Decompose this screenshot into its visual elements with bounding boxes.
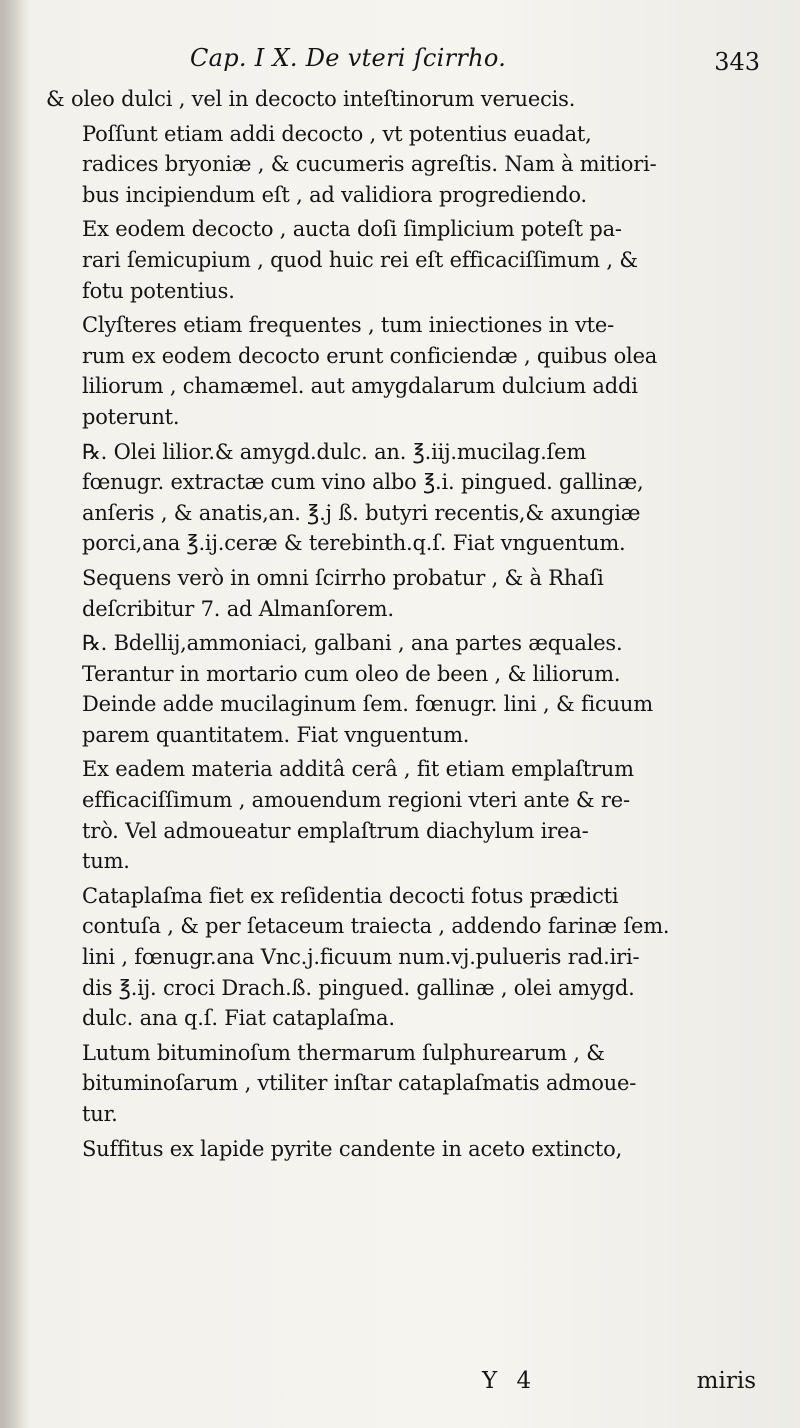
text-line: bus incipiendum eſt , ad validiora progrediendo.	[82, 182, 587, 207]
page-header	[190, 40, 760, 82]
text-line: fotu potentius.	[82, 278, 235, 303]
text-line: tur.	[82, 1102, 118, 1126]
text-line: Poſſunt etiam addi decocto , vt potentius euadat,	[82, 121, 592, 146]
text-line: Suffitus ex lapide pyrite candente in aceto extincto,	[82, 1136, 623, 1161]
text-line: trò. Vel admoueatur emplaſtrum diachylum irea-	[82, 818, 589, 843]
text-line: Terantur in mortario cum oleo de been , & liliorum.	[82, 661, 621, 686]
page-gutter-shadow	[0, 0, 30, 1428]
running-title: Cap. I X. De vteri ſcirrho.	[190, 44, 507, 72]
paragraph	[46, 881, 764, 1034]
text-line: liliorum , chamæmel. aut amygdalarum dulcium addi	[82, 374, 638, 399]
paragraph	[46, 563, 764, 624]
text-line: rum ex eodem decocto erunt conficiendæ , quibus olea	[82, 343, 658, 368]
text-line: Lutum bituminoſum thermarum ſulphurearum , &	[82, 1040, 605, 1065]
text-line: anſeris , & anatis,an. ℥.j ß. butyri recentis,& axungiæ	[82, 500, 641, 525]
text-line: Cataplaſma fiet ex reſidentia decocti fotus prædicti	[82, 883, 619, 908]
paragraph	[46, 437, 764, 559]
text-line: bituminoſarum , vtiliter inſtar cataplaſmatis admoue-	[82, 1071, 637, 1096]
paragraph	[46, 1038, 764, 1130]
text-line: dis ℥.ij. croci Drach.ß. pingued. gallinæ , olei amygd.	[82, 975, 635, 1000]
text-line: ℞. Olei lilior.& amygd.dulc. an. ℥.iij.mucilag.ſem	[82, 439, 587, 464]
catchword: miris	[696, 1368, 756, 1394]
text-line: & oleo dulci , vel in decocto inteſtinorum veruecis.	[46, 87, 576, 111]
text-line: radices bryoniæ , & cucumeris agreſtis. Nam à mitiori-	[82, 152, 657, 177]
text-line: rari ſemicupium , quod huic rei eſt efficaciſſimum , &	[82, 247, 638, 272]
text-line: lini , fœnugr.ana Vnc.j.ficuum num.vj.pulueris rad.iri-	[82, 945, 640, 970]
text-line: ℞. Bdellij,ammoniaci, galbani , ana partes æquales.	[82, 631, 623, 656]
text-line: Ex eadem materia additâ cerâ , fit etiam emplaſtrum	[82, 757, 634, 782]
text-line: poterunt.	[82, 404, 180, 429]
text-line: Sequens verò in omni ſcirrho probatur , & à Rhaſi	[82, 565, 604, 590]
text-line: contuſa , & per ſetaceum traiecta , addendo farinæ ſem.	[82, 914, 670, 939]
paragraph	[46, 214, 764, 306]
text-line: Deinde adde mucilaginum ſem. fœnugr. lini , & ficuum	[82, 692, 653, 717]
text-line: efficaciſſimum , amouendum regioni vteri ante & re-	[82, 788, 630, 813]
body-text	[46, 84, 764, 1168]
paragraph	[46, 754, 764, 876]
paragraph	[46, 84, 764, 115]
text-line: Ex eodem decocto , aucta doſi ſimplicium poteſt pa-	[82, 217, 622, 242]
paragraph	[46, 1134, 764, 1165]
page-footer	[0, 1364, 800, 1404]
text-line: porci,ana ℥.ij.ceræ & terebinth.q.ſ. Fiat vnguentum.	[82, 531, 626, 556]
text-line: parem quantitatem. Fiat vnguentum.	[82, 722, 470, 747]
paragraph	[46, 119, 764, 211]
text-line: deſcribitur 7. ad Almanſorem.	[82, 596, 394, 621]
text-line: Clyſteres etiam frequentes , tum iniectiones in vte-	[82, 313, 614, 338]
paragraph	[46, 628, 764, 750]
text-line: dulc. ana q.ſ. Fiat cataplaſma.	[82, 1006, 395, 1031]
page-number: 343	[714, 48, 760, 76]
signature-mark: Y 4	[482, 1368, 538, 1394]
text-line: fœnugr. extractæ cum vino albo ℥.i. pingued. gallinæ,	[82, 470, 644, 495]
text-line: tum.	[82, 849, 130, 874]
paragraph	[46, 310, 764, 432]
